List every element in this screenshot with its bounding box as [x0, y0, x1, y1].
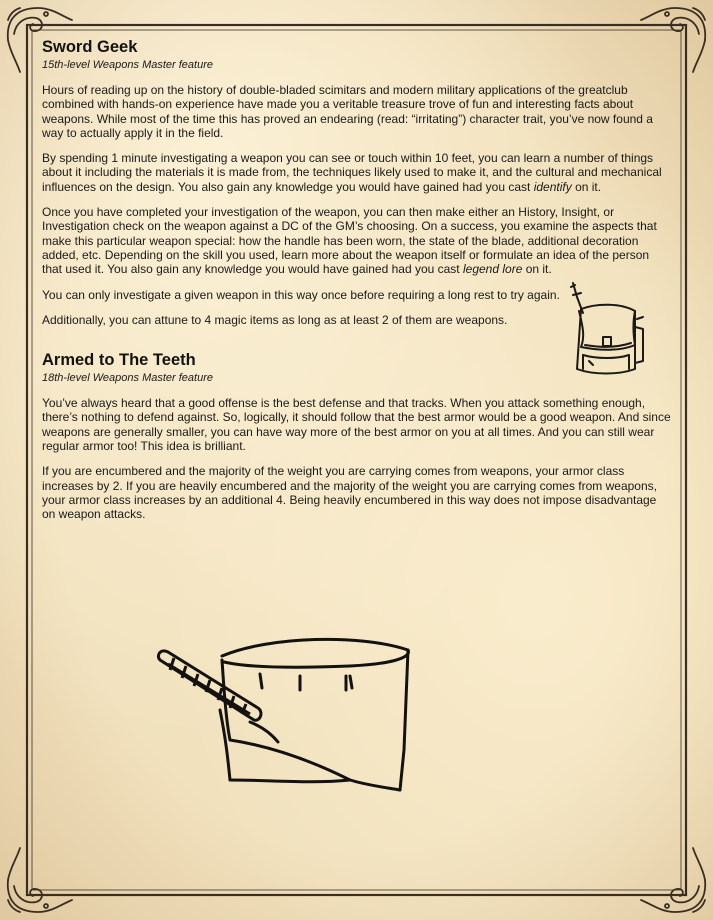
paragraph: Additionally, you can attune to 4 magic items as long as at least 2 of them are weapons.: [42, 312, 508, 327]
paragraph: [42, 151, 672, 194]
backpack-illustration-icon: [563, 281, 649, 381]
corner-flourish-bottom-left: [8, 848, 72, 912]
page-content: [42, 38, 672, 522]
paragraph: If you are encumbered and the majority of the weight you are carrying comes from weapons, your armor class increases by 2. If you are heavily encumbered and the majority of the weight you are carrying comes from weapons, your armor class increases by an additional 4. Being heavily encumbered in this way does not impose disadvantage on weapon attacks.: [42, 464, 657, 522]
spell-name: legend lore: [462, 262, 523, 277]
weapon-belt-illustration-icon: [150, 630, 420, 800]
spell-name: identify: [533, 179, 572, 194]
paragraph: You can only investigate a given weapon in this way once before requiring a long rest to try again.: [42, 287, 560, 302]
section-subtitle-armed-to-the-teeth: 18th-level Weapons Master feature: [42, 372, 213, 385]
section-subtitle-sword-geek: 15th-level Weapons Master feature: [42, 59, 213, 71]
bandolier-piece: [158, 651, 261, 720]
paragraph: You’ve always heard that a good offense is the best defense and that tracks. When you attack something enough, there’s nothing to defend against. So, logically, it should follow that the best armor would be a good weapon. And since weapons are generally smaller, you can have way more of the best armor on you at all times. And you can still wear regular armor too! This idea is brilliant.: [42, 396, 671, 454]
paragraph-text: on it.: [522, 262, 552, 277]
section-title-armed-to-the-teeth: Armed to The Teeth: [42, 351, 196, 370]
corner-flourish-bottom-right: [641, 848, 705, 912]
paragraph: Hours of reading up on the history of double-bladed scimitars and modern military applications of the greatclub combined with hands-on experience have made you a veritable treasure trove of fun and interesting facts about weapons. While most of the time this has proved an endearing (read: “irritating”) character trait, you’ve now found a way to actually apply it in the field.: [42, 83, 653, 140]
section-title-sword-geek: Sword Geek: [42, 38, 138, 56]
paragraph-text: By spending 1 minute investigating a weapon you can see or touch within 10 feet, you can learn a number of things about it including the materials it is made from, the techniques likely used to make it, and the cultural and mechanical influences on the design. You also gain any knowledge you would have gained had you cast: [42, 151, 662, 194]
paragraph-text: Once you have completed your investigation of the weapon, you can then make either an History, Insight, or Investigation check on the weapon against a DC of the GM’s choosing. On a success, you examine the aspects that make this particular weapon special: how the handle has been worn, the state of the blade, additional decoration added, etc. Depending on the skill you used, learn more about the weapon itself or formulate an idea of the person that used it. You also gain any knowledge you would have gained had you cast: [42, 205, 657, 277]
paragraph-text: on it.: [571, 179, 602, 194]
paragraph: [42, 205, 672, 276]
